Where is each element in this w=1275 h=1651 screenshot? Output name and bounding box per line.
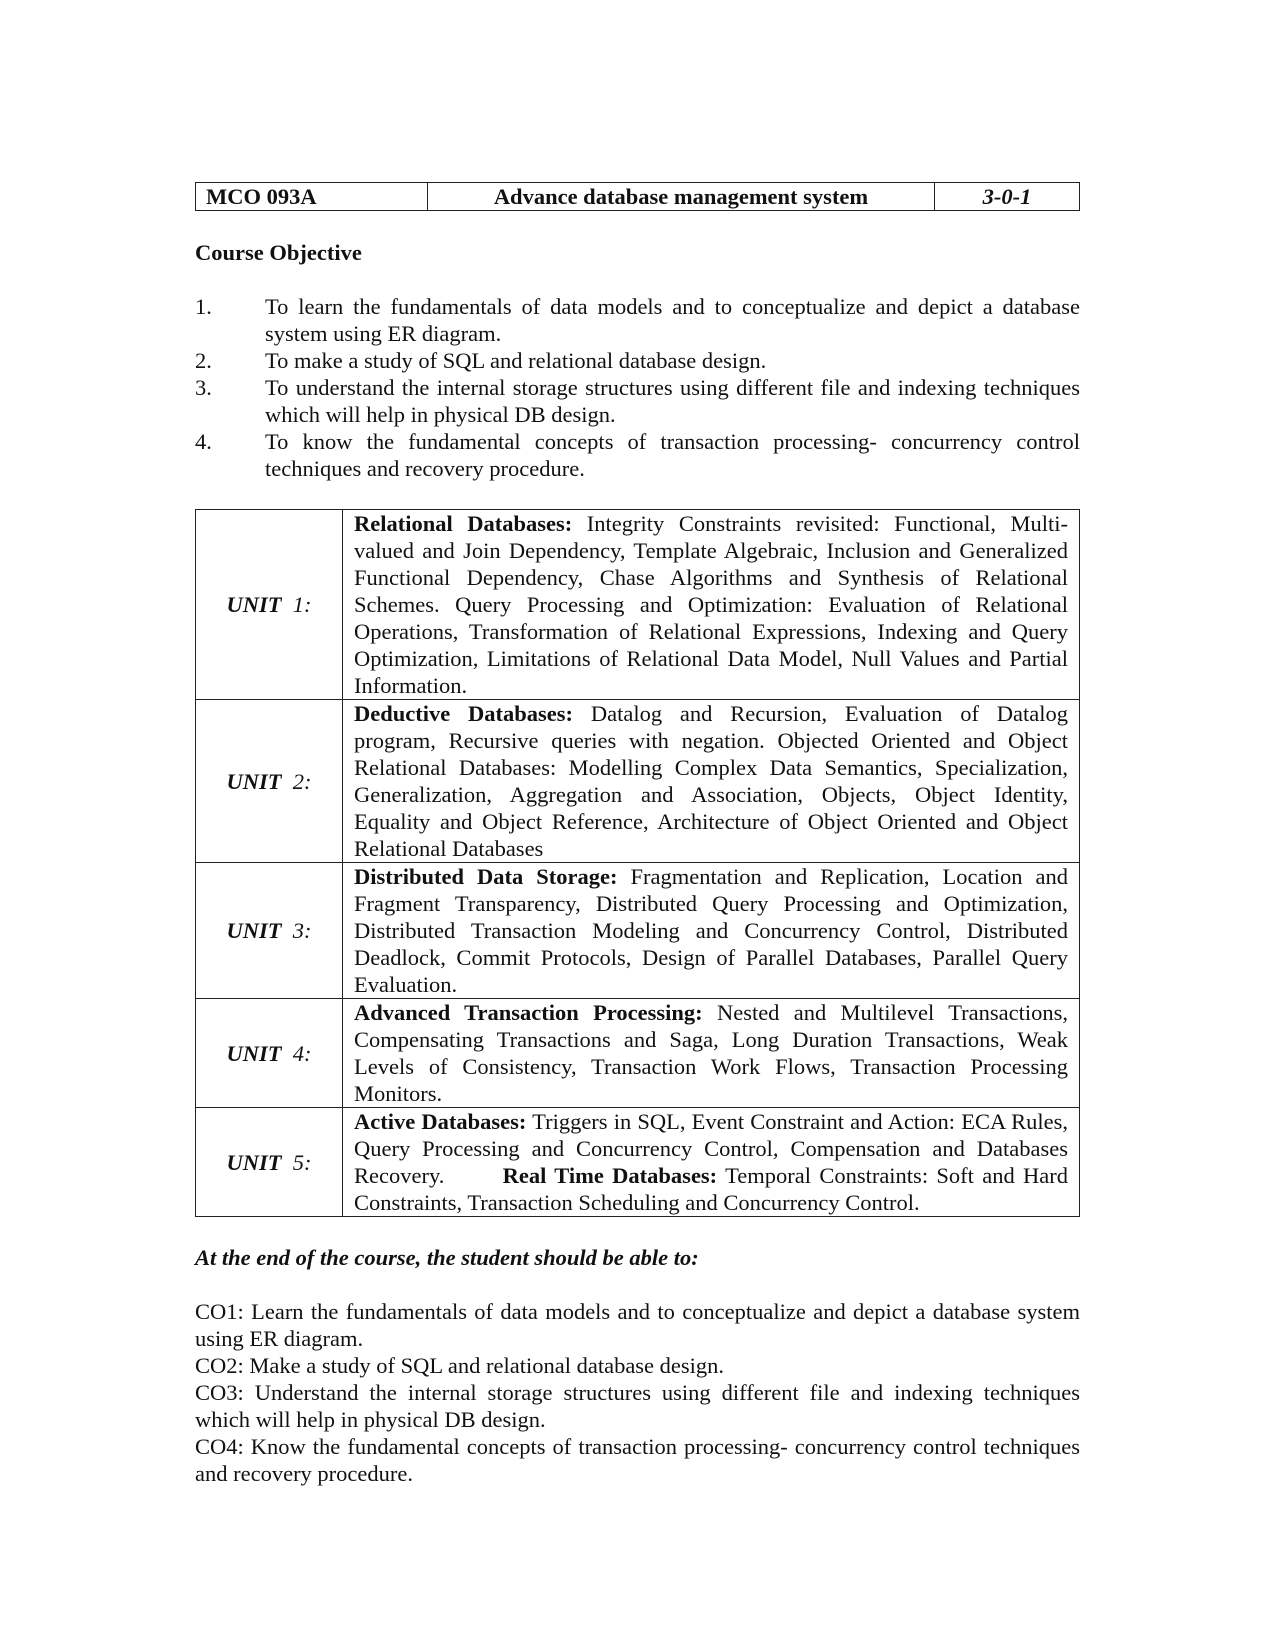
unit-word: UNIT bbox=[226, 918, 282, 943]
unit-label bbox=[196, 999, 343, 1108]
objective-text: To make a study of SQL and relational database design. bbox=[265, 348, 767, 373]
outcome-item: CO2: Make a study of SQL and relational database design. bbox=[195, 1353, 725, 1378]
unit-content bbox=[343, 700, 1080, 863]
objective-text: To know the fundamental concepts of transaction processing- concurrency control techniques and recovery procedure. bbox=[265, 429, 1080, 481]
unit-word: UNIT bbox=[226, 1149, 282, 1175]
unit-number: 2: bbox=[292, 768, 312, 794]
unit-label bbox=[196, 1108, 343, 1217]
unit-heading: Advanced Transaction Processing: bbox=[354, 1000, 703, 1025]
outcome-item: CO3: Understand the internal storage structures using different file and indexing techniques which will help in physical DB design. bbox=[195, 1380, 1080, 1432]
unit-number: 4: bbox=[292, 1040, 312, 1066]
objective-item bbox=[195, 293, 1080, 347]
units-table bbox=[195, 509, 1080, 1217]
unit-number: 5: bbox=[292, 1149, 312, 1175]
unit-word: UNIT bbox=[226, 592, 282, 617]
unit-content bbox=[343, 510, 1080, 700]
unit-body: Nested and Multilevel Transactions, Compensating Transactions and Saga, Long Duration Transactions, Weak Levels of Consistency, Transaction Work Flows, Transaction Processing Monitors. bbox=[354, 1000, 1068, 1106]
objective-text: To learn the fundamentals of data models and to conceptualize and depict a database system using ER diagram. bbox=[265, 294, 1080, 346]
objective-number: 3. bbox=[195, 375, 212, 400]
unit-row bbox=[196, 510, 1080, 700]
unit-row bbox=[196, 1108, 1080, 1217]
unit-label bbox=[196, 510, 343, 700]
objective-number: 1. bbox=[195, 294, 212, 319]
syllabus-page bbox=[195, 182, 1080, 1487]
objective-heading: Course Objective bbox=[195, 240, 362, 265]
unit-heading: Relational Databases: bbox=[354, 511, 573, 536]
outcome-item: CO1: Learn the fundamentals of data models and to conceptualize and depict a database system using ER diagram. bbox=[195, 1299, 1080, 1351]
unit-row bbox=[196, 700, 1080, 863]
unit-content bbox=[343, 863, 1080, 999]
objective-item bbox=[195, 347, 1080, 374]
unit-heading-secondary: Real Time Databases: bbox=[502, 1163, 718, 1188]
unit-row bbox=[196, 863, 1080, 999]
objective-item bbox=[195, 374, 1080, 428]
unit-row bbox=[196, 999, 1080, 1108]
unit-label bbox=[196, 700, 343, 863]
unit-body: Datalog and Recursion, Evaluation of Datalog program, Recursive queries with negation. Objected Oriented and Object Relational Databases: Modelling Complex Data Semantics, Specialization, Generalization, Aggregation and Association, Objects, Object Identity, Equality and Object Reference, Architecture of Object Oriented and Object Relational Databases bbox=[354, 701, 1068, 861]
objective-item bbox=[195, 428, 1080, 482]
course-header-table bbox=[195, 182, 1080, 211]
outcomes-list bbox=[195, 1298, 1080, 1487]
course-code: MCO 093A bbox=[196, 183, 428, 211]
unit-body: Fragmentation and Replication, Location and Fragment Transparency, Distributed Query Processing and Optimization, Distributed Transaction Modeling and Concurrency Control, Distributed Deadlock, Commit Protocols, Design of Parallel Databases, Parallel Query Evaluation. bbox=[354, 864, 1068, 997]
unit-number: 3: bbox=[292, 918, 312, 943]
unit-body-secondary: Temporal Constraints: Soft and Hard Constraints, Transaction Scheduling and Concurrency Control. bbox=[354, 1163, 1068, 1215]
unit-heading: Active Databases: bbox=[354, 1109, 527, 1134]
objectives-list bbox=[195, 293, 1080, 482]
outcome-item: CO4: Know the fundamental concepts of transaction processing- concurrency control techniques and recovery procedure. bbox=[195, 1434, 1080, 1486]
unit-content bbox=[343, 999, 1080, 1108]
unit-heading: Distributed Data Storage: bbox=[354, 864, 618, 889]
course-credits: 3-0-1 bbox=[935, 183, 1080, 211]
objective-number: 2. bbox=[195, 348, 212, 373]
unit-heading: Deductive Databases: bbox=[354, 701, 574, 726]
outcomes-heading: At the end of the course, the student should be able to: bbox=[195, 1245, 699, 1270]
unit-body: Integrity Constraints revisited: Functional, Multi-valued and Join Dependency, Template Algebraic, Inclusion and Generalized Functional Dependency, Chase Algorithms and Synthesis of Relational Schemes. Query Processing and Optimization: Evaluation of Relational Operations, Transformation of Relational Expressions, Indexing and Query Optimization, Limitations of Relational Data Model, Null Values and Partial Information. bbox=[354, 511, 1068, 698]
unit-body: Triggers in SQL, Event Constraint and Action: ECA Rules, Query Processing and Concurrency Control, Compensation and Databases Recovery. bbox=[354, 1109, 1068, 1188]
unit-number: 1: bbox=[292, 592, 312, 617]
objective-text: To understand the internal storage structures using different file and indexing techniques which will help in physical DB design. bbox=[265, 375, 1080, 427]
objective-number: 4. bbox=[195, 429, 212, 454]
unit-word: UNIT bbox=[226, 768, 282, 794]
unit-label bbox=[196, 863, 343, 999]
unit-word: UNIT bbox=[226, 1040, 282, 1066]
course-title: Advance database management system bbox=[428, 183, 935, 211]
unit-content bbox=[343, 1108, 1080, 1217]
